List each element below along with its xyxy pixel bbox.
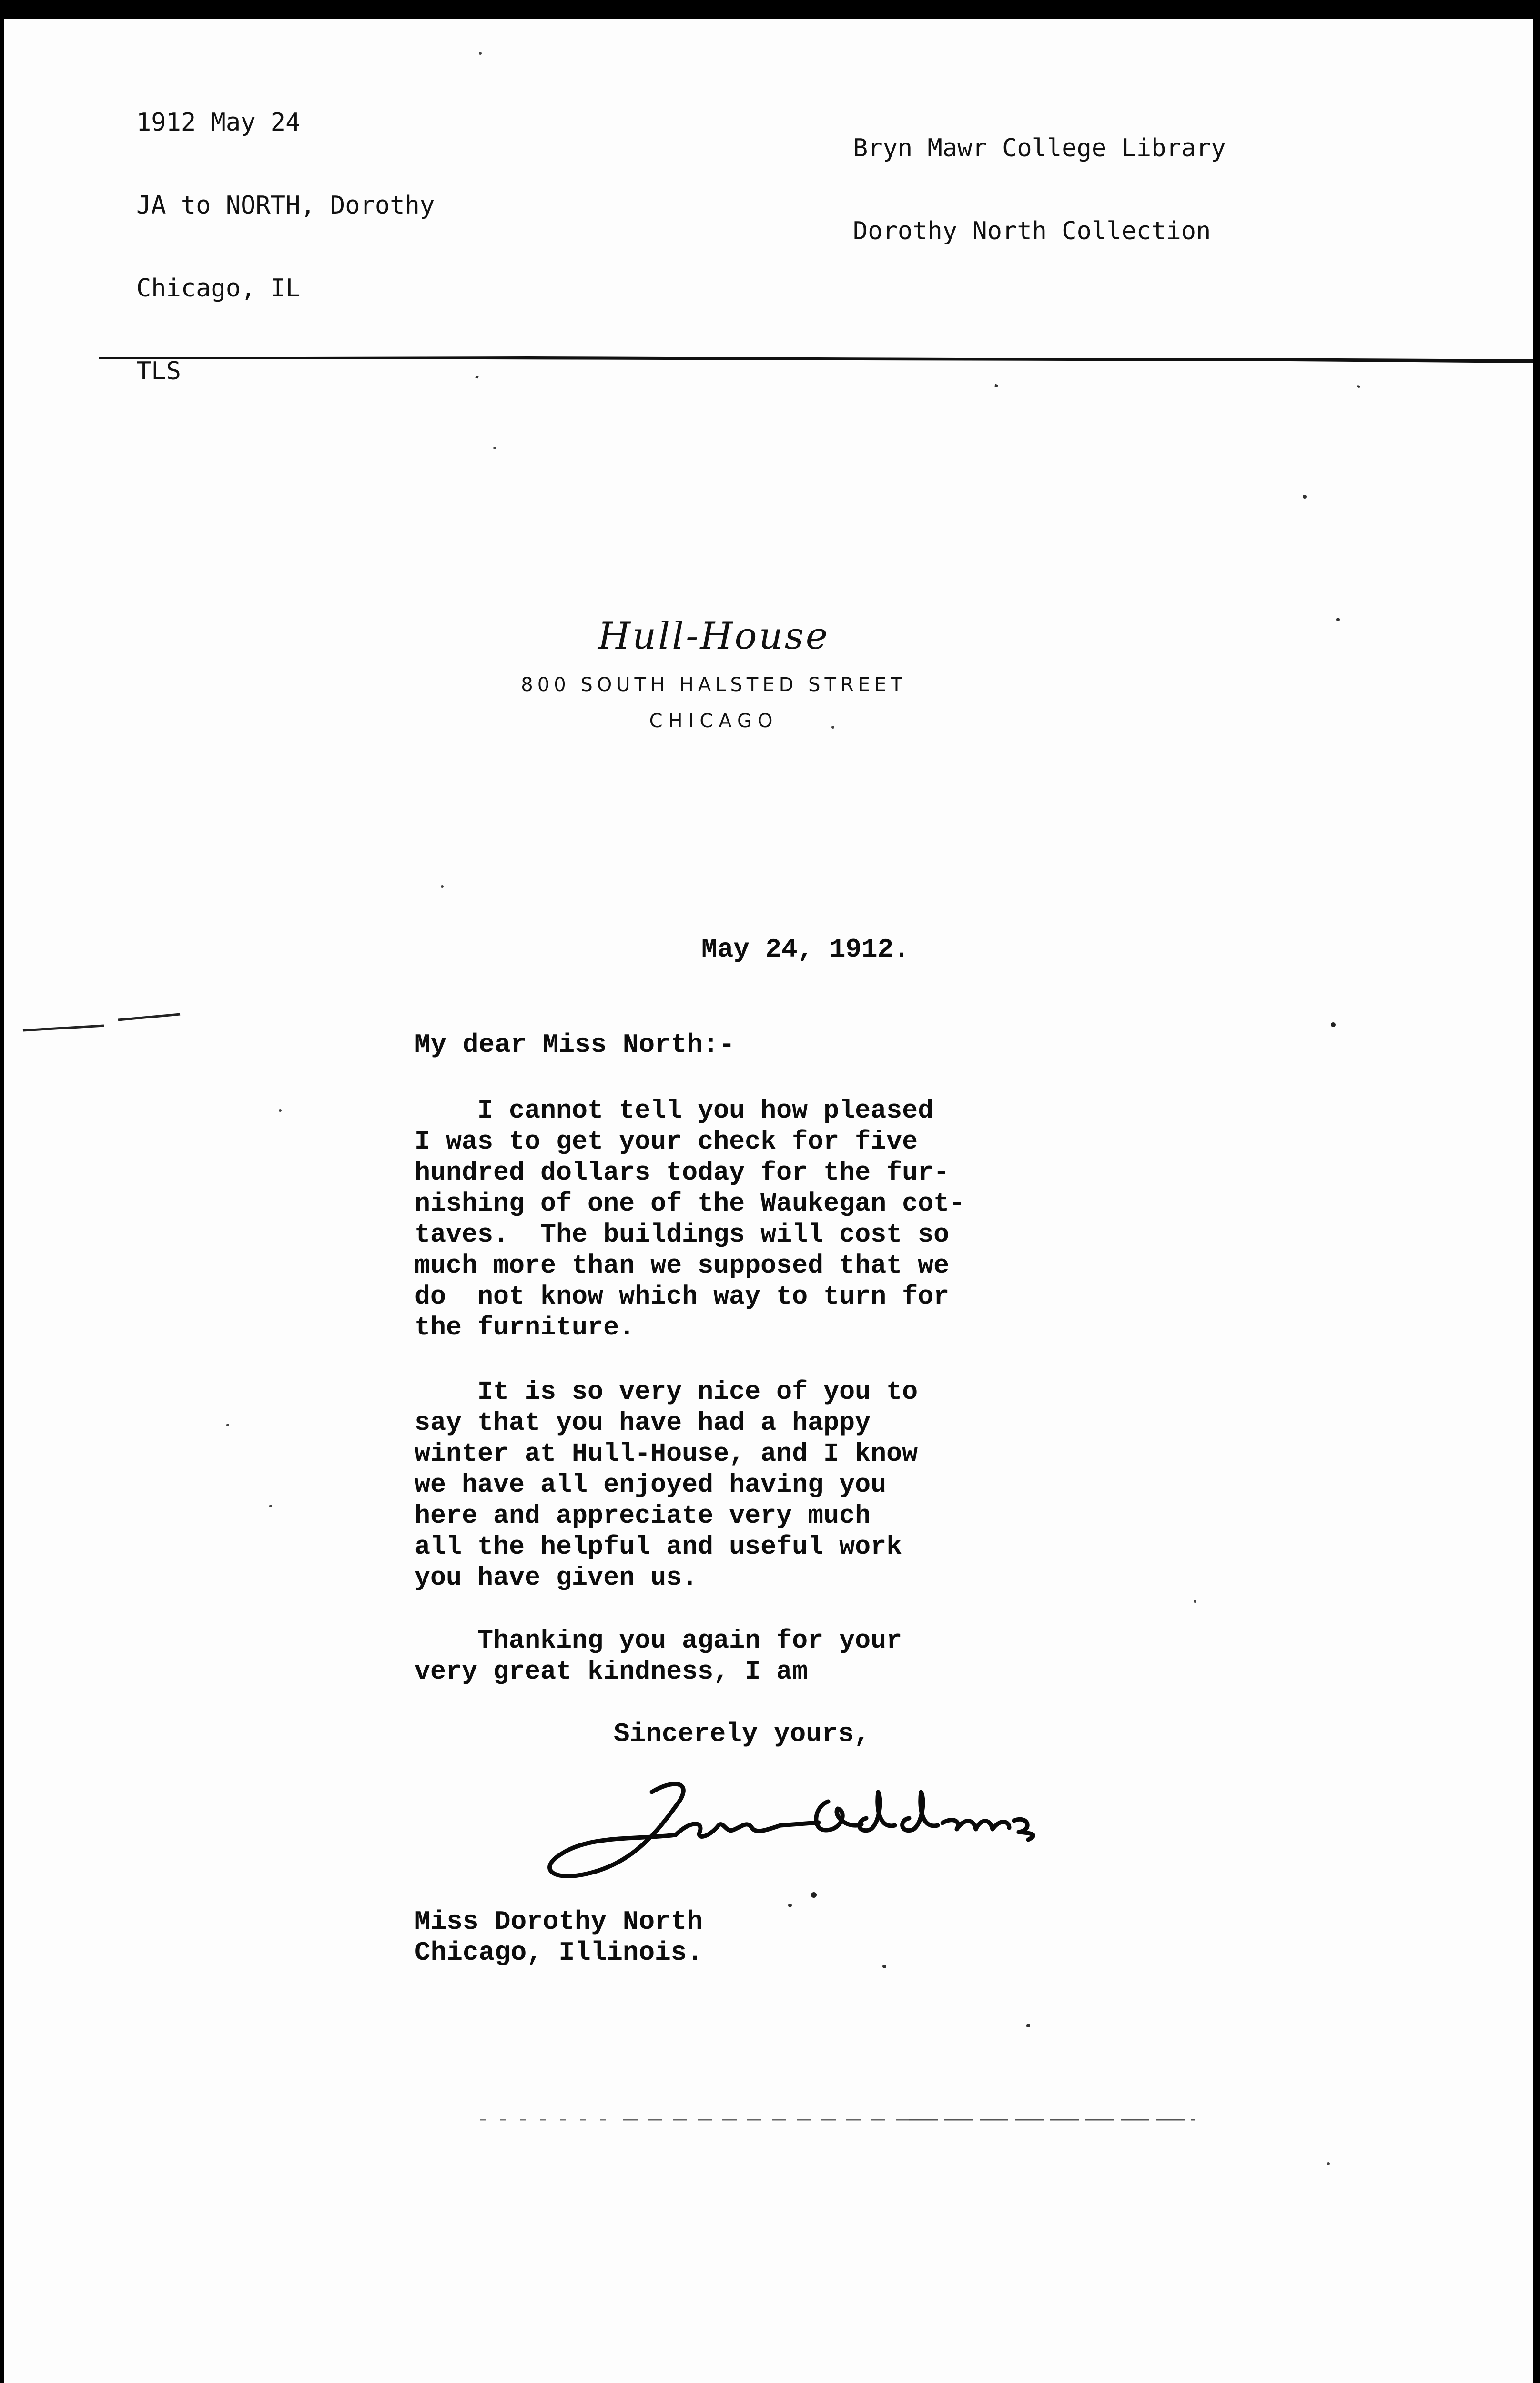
letterhead-street: 800 SOUTH HALSTED STREET bbox=[521, 674, 907, 696]
header-divider bbox=[99, 354, 1533, 364]
archive-note bbox=[853, 79, 1226, 300]
paragraph-line: hundred dollars today for the fur- bbox=[415, 1158, 950, 1188]
letter-paragraph bbox=[415, 1625, 902, 1687]
archive-library: Bryn Mawr College Library bbox=[853, 134, 1226, 163]
letter-date: May 24, 1912. bbox=[701, 934, 910, 965]
catalog-note bbox=[136, 53, 435, 440]
recipient-address bbox=[415, 1906, 703, 1968]
paragraph-line: nishing of one of the Waukegan cot- bbox=[415, 1189, 965, 1219]
recipient-city: Chicago, Illinois. bbox=[415, 1937, 703, 1968]
paragraph-line: taves. The buildings will cost so bbox=[415, 1220, 950, 1250]
paragraph-line: you have given us. bbox=[415, 1563, 698, 1593]
paragraph-line: Thanking you again for your bbox=[415, 1626, 902, 1656]
letter-closing: Sincerely yours, bbox=[614, 1719, 870, 1749]
paragraph-line: do not know which way to turn for bbox=[415, 1282, 950, 1312]
letter-paragraph bbox=[415, 1376, 918, 1593]
paragraph-line: much more than we supposed that we bbox=[415, 1251, 950, 1281]
catalog-place: Chicago, IL bbox=[136, 274, 301, 303]
paragraph-line: I cannot tell you how pleased bbox=[415, 1096, 934, 1126]
paragraph-line: all the helpful and useful work bbox=[415, 1532, 902, 1562]
letter-salutation: My dear Miss North:- bbox=[415, 1029, 735, 1060]
archive-collection: Dorothy North Collection bbox=[853, 217, 1211, 245]
catalog-date: 1912 May 24 bbox=[136, 108, 301, 137]
letter-page bbox=[4, 19, 1533, 2383]
paragraph-line: very great kindness, I am bbox=[415, 1657, 808, 1687]
paragraph-line: It is so very nice of you to bbox=[415, 1377, 918, 1407]
letterhead-name: Hull-House bbox=[598, 615, 830, 658]
handwritten-signature bbox=[533, 1773, 1081, 1892]
letter-paragraph bbox=[415, 1095, 965, 1343]
letterhead-city: CHICAGO bbox=[649, 710, 779, 732]
recipient-name: Miss Dorothy North bbox=[415, 1906, 703, 1937]
paragraph-line: say that you have had a happy bbox=[415, 1408, 871, 1438]
catalog-type: TLS bbox=[136, 357, 181, 386]
paragraph-line: here and appreciate very much bbox=[415, 1501, 871, 1531]
paragraph-line: winter at Hull-House, and I know bbox=[415, 1439, 918, 1469]
paragraph-line: the furniture. bbox=[415, 1313, 635, 1343]
paragraph-line: we have all enjoyed having you bbox=[415, 1470, 887, 1500]
paragraph-line: I was to get your check for five bbox=[415, 1127, 918, 1157]
catalog-correspondents: JA to NORTH, Dorothy bbox=[136, 191, 435, 220]
